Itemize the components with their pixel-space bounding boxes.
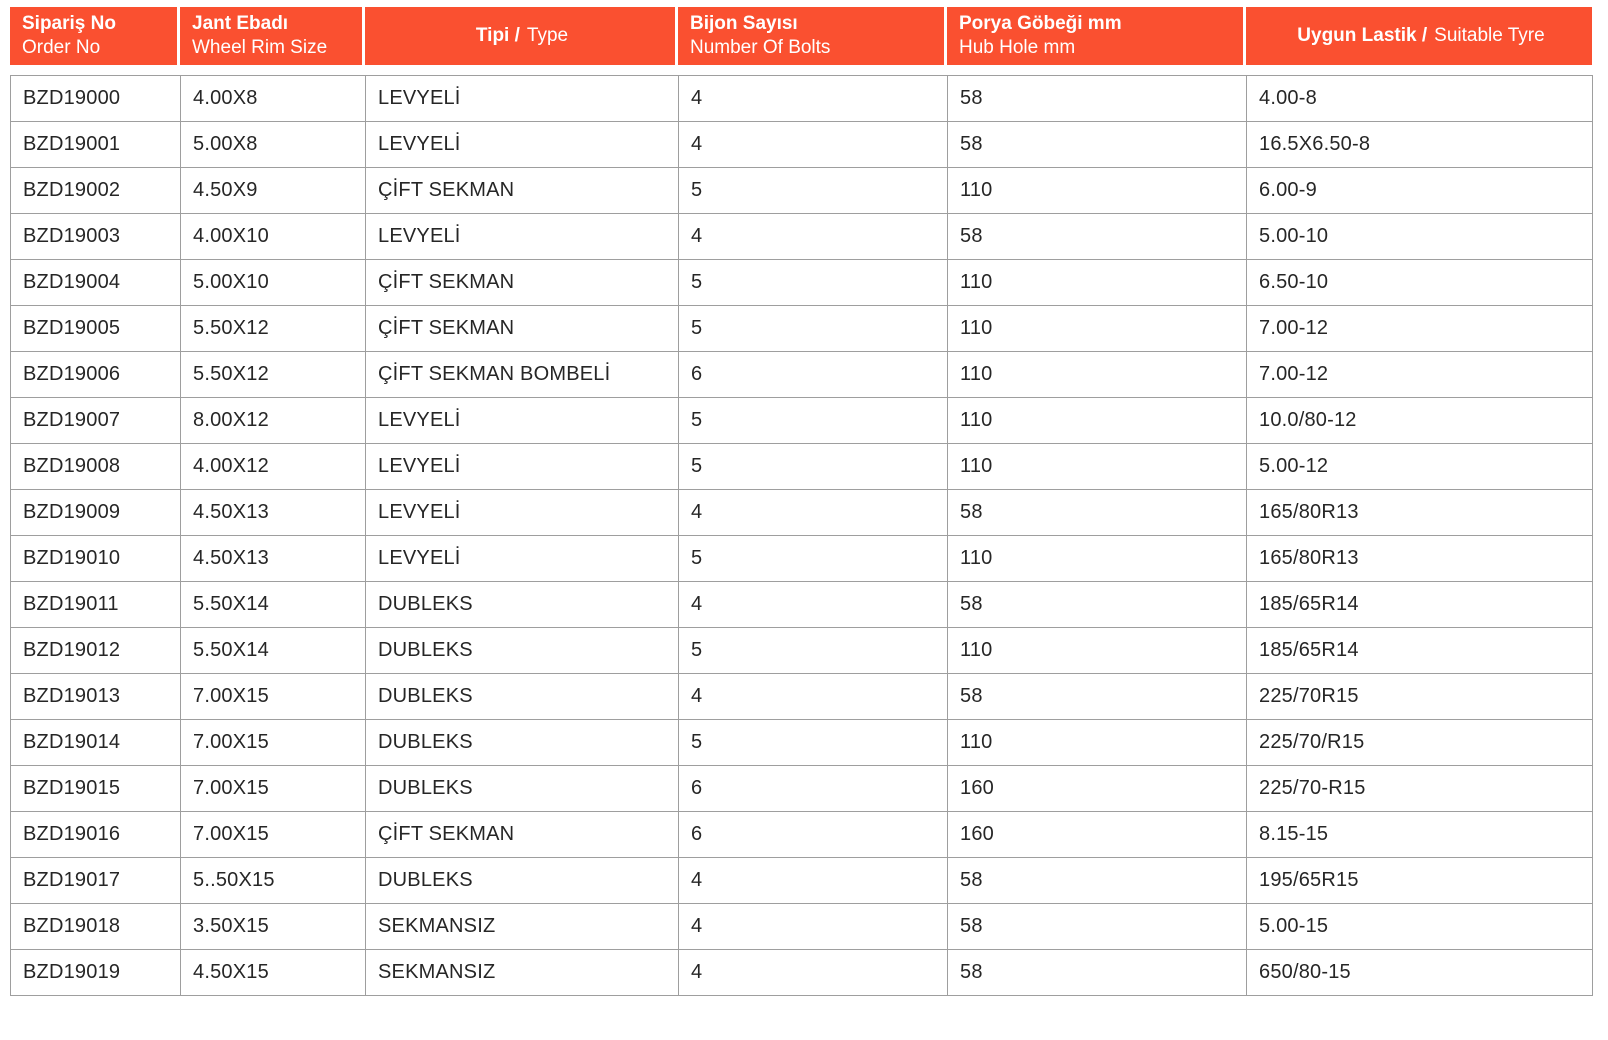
cell-rim-size: 7.00X15 [181,674,366,720]
cell-rim-size: 4.50X13 [181,536,366,582]
header-primary-label: Sipariş No [22,13,116,34]
cell-hub-hole: 58 [948,674,1247,720]
cell-type: LEVYELİ [366,398,679,444]
cell-order-no: BZD19010 [11,536,181,582]
cell-rim-size: 5.00X8 [181,122,366,168]
cell-bolts: 5 [679,398,948,444]
wheel-spec-table [10,7,1592,996]
cell-type: DUBLEKS [366,858,679,904]
header-secondary-label: Number Of Bolts [690,37,831,58]
cell-bolts: 5 [679,536,948,582]
cell-type: ÇİFT SEKMAN [366,168,679,214]
table-row [11,858,1593,904]
table-body-grid [10,75,1593,996]
cell-hub-hole: 58 [948,950,1247,996]
cell-tyre: 6.50-10 [1247,260,1593,306]
cell-hub-hole: 110 [948,306,1247,352]
cell-rim-size: 4.00X10 [181,214,366,260]
cell-rim-size: 7.00X15 [181,720,366,766]
cell-type: DUBLEKS [366,720,679,766]
cell-type: LEVYELİ [366,536,679,582]
cell-bolts: 6 [679,766,948,812]
cell-tyre: 185/65R14 [1247,582,1593,628]
header-cell-hub-hole [947,7,1246,65]
cell-bolts: 4 [679,122,948,168]
cell-order-no: BZD19008 [11,444,181,490]
cell-rim-size: 5.50X14 [181,582,366,628]
table-row [11,306,1593,352]
cell-bolts: 4 [679,490,948,536]
cell-rim-size: 5.50X12 [181,306,366,352]
cell-tyre: 16.5X6.50-8 [1247,122,1593,168]
cell-hub-hole: 58 [948,76,1247,122]
table-row [11,398,1593,444]
cell-bolts: 5 [679,260,948,306]
cell-bolts: 5 [679,168,948,214]
cell-type: LEVYELİ [366,490,679,536]
cell-hub-hole: 110 [948,444,1247,490]
cell-hub-hole: 58 [948,904,1247,950]
cell-rim-size: 5..50X15 [181,858,366,904]
cell-tyre: 4.00-8 [1247,76,1593,122]
table-row [11,812,1593,858]
header-cell-rim-size [180,7,365,65]
cell-hub-hole: 58 [948,214,1247,260]
table-row [11,490,1593,536]
cell-order-no: BZD19009 [11,490,181,536]
cell-rim-size: 4.50X15 [181,950,366,996]
cell-hub-hole: 110 [948,628,1247,674]
cell-hub-hole: 110 [948,352,1247,398]
cell-rim-size: 7.00X15 [181,812,366,858]
table-row [11,260,1593,306]
cell-order-no: BZD19012 [11,628,181,674]
cell-hub-hole: 58 [948,122,1247,168]
cell-order-no: BZD19016 [11,812,181,858]
cell-tyre: 7.00-12 [1247,306,1593,352]
table-row [11,766,1593,812]
cell-tyre: 165/80R13 [1247,536,1593,582]
header-secondary-label: Hub Hole mm [959,37,1076,58]
header-primary-label: Uygun Lastik / [1297,25,1428,46]
cell-tyre: 195/65R15 [1247,858,1593,904]
cell-rim-size: 5.50X14 [181,628,366,674]
header-primary-label: Jant Ebadı [192,13,289,34]
cell-rim-size: 5.50X12 [181,352,366,398]
cell-tyre: 650/80-15 [1247,950,1593,996]
table-row [11,352,1593,398]
cell-tyre: 5.00-12 [1247,444,1593,490]
cell-hub-hole: 58 [948,582,1247,628]
cell-type: ÇİFT SEKMAN [366,812,679,858]
table-row [11,536,1593,582]
cell-tyre: 225/70-R15 [1247,766,1593,812]
header-cell-tyre [1246,7,1592,65]
cell-hub-hole: 160 [948,766,1247,812]
cell-bolts: 4 [679,950,948,996]
cell-tyre: 185/65R14 [1247,628,1593,674]
table-header-row [10,7,1592,65]
cell-order-no: BZD19001 [11,122,181,168]
header-secondary-label: Wheel Rim Size [192,37,328,58]
cell-type: LEVYELİ [366,76,679,122]
cell-order-no: BZD19015 [11,766,181,812]
cell-order-no: BZD19007 [11,398,181,444]
cell-rim-size: 3.50X15 [181,904,366,950]
cell-order-no: BZD19018 [11,904,181,950]
header-secondary-label: Order No [22,37,101,58]
cell-hub-hole: 110 [948,398,1247,444]
header-primary-label: Porya Göbeği mm [959,13,1122,34]
table-row [11,214,1593,260]
cell-bolts: 5 [679,444,948,490]
cell-hub-hole: 58 [948,858,1247,904]
cell-bolts: 4 [679,76,948,122]
header-cell-bolts [678,7,947,65]
cell-rim-size: 7.00X15 [181,766,366,812]
header-secondary-label: Type [526,25,569,46]
table-row [11,720,1593,766]
cell-rim-size: 5.00X10 [181,260,366,306]
cell-bolts: 4 [679,904,948,950]
table-row [11,628,1593,674]
header-cell-order-no [10,7,180,65]
cell-rim-size: 4.50X13 [181,490,366,536]
cell-rim-size: 4.00X8 [181,76,366,122]
cell-order-no: BZD19019 [11,950,181,996]
cell-type: DUBLEKS [366,582,679,628]
cell-tyre: 5.00-15 [1247,904,1593,950]
cell-hub-hole: 110 [948,168,1247,214]
cell-rim-size: 8.00X12 [181,398,366,444]
table-row [11,122,1593,168]
cell-type: DUBLEKS [366,628,679,674]
cell-order-no: BZD19002 [11,168,181,214]
cell-type: ÇİFT SEKMAN [366,260,679,306]
cell-tyre: 225/70/R15 [1247,720,1593,766]
cell-tyre: 10.0/80-12 [1247,398,1593,444]
cell-tyre: 225/70R15 [1247,674,1593,720]
cell-bolts: 6 [679,812,948,858]
cell-type: DUBLEKS [366,674,679,720]
cell-order-no: BZD19017 [11,858,181,904]
cell-hub-hole: 110 [948,260,1247,306]
cell-bolts: 5 [679,720,948,766]
header-primary-label: Tipi / [475,25,520,46]
cell-type: ÇİFT SEKMAN BOMBELİ [366,352,679,398]
table-row [11,168,1593,214]
cell-bolts: 4 [679,582,948,628]
cell-rim-size: 4.50X9 [181,168,366,214]
header-primary-label: Bijon Sayısı [690,13,798,34]
cell-type: LEVYELİ [366,214,679,260]
cell-bolts: 5 [679,306,948,352]
cell-tyre: 165/80R13 [1247,490,1593,536]
cell-bolts: 4 [679,858,948,904]
table-row [11,76,1593,122]
header-secondary-label: Suitable Tyre [1434,25,1545,46]
cell-order-no: BZD19005 [11,306,181,352]
cell-order-no: BZD19011 [11,582,181,628]
cell-type: DUBLEKS [366,766,679,812]
table-body [11,76,1593,996]
cell-hub-hole: 110 [948,720,1247,766]
cell-rim-size: 4.00X12 [181,444,366,490]
cell-hub-hole: 110 [948,536,1247,582]
cell-type: SEKMANSIZ [366,950,679,996]
header-cell-type [365,7,678,65]
cell-order-no: BZD19003 [11,214,181,260]
cell-bolts: 6 [679,352,948,398]
cell-hub-hole: 160 [948,812,1247,858]
cell-type: LEVYELİ [366,122,679,168]
cell-type: SEKMANSIZ [366,904,679,950]
cell-order-no: BZD19013 [11,674,181,720]
table-row [11,950,1593,996]
cell-tyre: 5.00-10 [1247,214,1593,260]
cell-tyre: 6.00-9 [1247,168,1593,214]
cell-order-no: BZD19006 [11,352,181,398]
cell-hub-hole: 58 [948,490,1247,536]
cell-order-no: BZD19004 [11,260,181,306]
cell-order-no: BZD19000 [11,76,181,122]
cell-bolts: 5 [679,628,948,674]
cell-order-no: BZD19014 [11,720,181,766]
cell-type: LEVYELİ [366,444,679,490]
cell-tyre: 7.00-12 [1247,352,1593,398]
cell-tyre: 8.15-15 [1247,812,1593,858]
cell-bolts: 4 [679,214,948,260]
table-row [11,582,1593,628]
table-row [11,444,1593,490]
table-row [11,904,1593,950]
cell-type: ÇİFT SEKMAN [366,306,679,352]
cell-bolts: 4 [679,674,948,720]
table-row [11,674,1593,720]
